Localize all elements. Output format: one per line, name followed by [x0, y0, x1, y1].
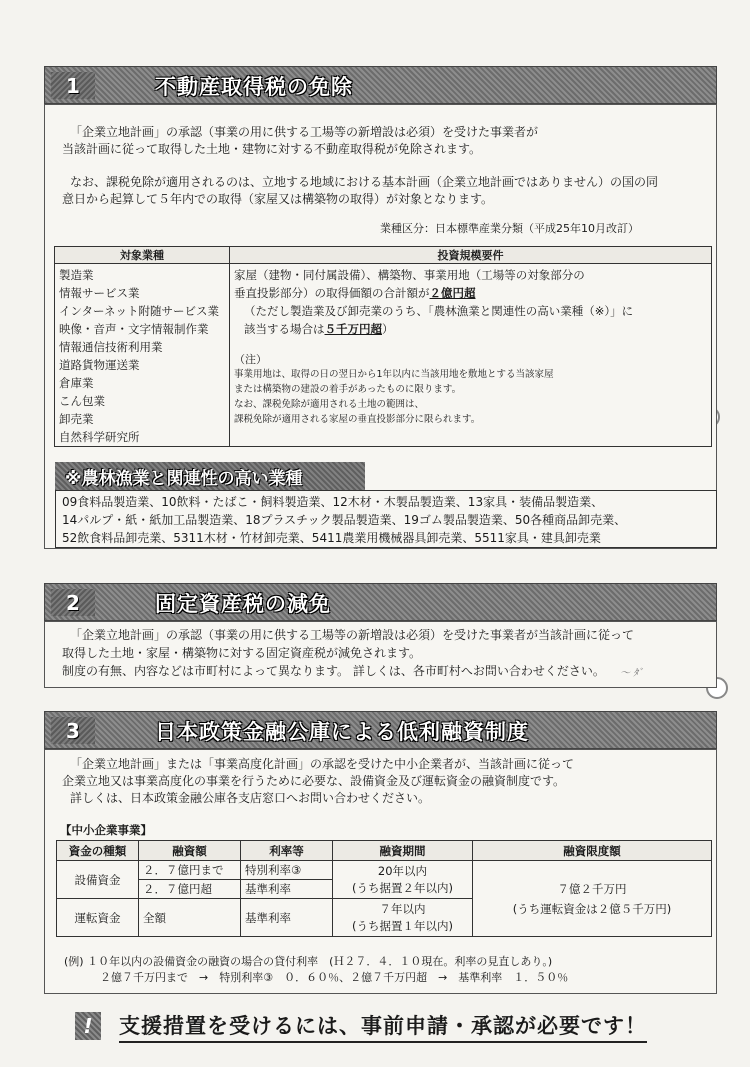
section1-header — [44, 66, 717, 104]
loan-col-amount: 融資額 — [139, 841, 241, 861]
industry-item: 映像・音声・文字情報制作業 — [59, 322, 209, 336]
loan-col-period: 融資期間 — [333, 841, 473, 861]
section2-number: 2 — [51, 589, 95, 616]
loan-limit2: (うち運転資金は２億５千万円) — [512, 901, 672, 916]
setsubi-rate1: 特別利率③ — [241, 861, 333, 880]
setsubi-rate2: 基準利率 — [241, 880, 333, 899]
section3-header — [44, 711, 717, 749]
handwritten-mark: 〜 ﾀﾞ — [620, 668, 644, 679]
unten-period2: (うち据置１年以内) — [352, 918, 453, 933]
note-line: なお、課税免除が適用される土地の範囲は、 — [234, 399, 425, 410]
section3-subhead: 【中小企業事業】 — [60, 823, 152, 837]
section1-para1-line2: 当該計画に従って取得した土地・建物に対する不動産取得税が免除されます。 — [62, 142, 482, 156]
req-line4-close: ） — [382, 322, 394, 336]
industry-item: 情報通信技術利用業 — [59, 340, 163, 354]
note-line: または構築物の建設の着手があったものに限ります。 — [234, 384, 462, 395]
section2-text — [62, 626, 634, 680]
industry-item: 倉庫業 — [59, 376, 94, 390]
section3-text — [62, 756, 574, 807]
section3-line1: 「企業立地計画」または「事業高度化計画」の承認を受けた中小企業者が、当該計画に従って — [70, 757, 575, 771]
note-line: 事業用地は、取得の日の翌日から1年以内に当該用地を敷地とする当該家屋 — [234, 369, 554, 380]
section1-table — [54, 246, 712, 447]
fund-setsubi: 設備資金 — [57, 861, 139, 899]
section2-header — [44, 583, 717, 621]
section1-para1-line1: 「企業立地計画」の承認（事業の用に供する工場等の新増設は必須）を受けた事業者が — [70, 125, 539, 139]
section3-number: 3 — [51, 717, 95, 744]
loan-col-type: 資金の種類 — [57, 841, 139, 861]
nogyo-line2: 14パルプ・紙・紙加工品製造業、18プラスチック製品製造業、19ゴム製品製造業、50各種商品卸売業、 — [62, 513, 627, 527]
loan-col-limit: 融資限度額 — [473, 841, 712, 861]
setsubi-period — [333, 861, 473, 899]
fund-unten: 運転資金 — [57, 899, 139, 937]
loan-table — [56, 840, 712, 937]
col-header-industry: 対象業種 — [55, 247, 230, 264]
section3-line3: 詳しくは、日本政策金融公庫各支店窓口へお問い合わせください。 — [70, 791, 431, 805]
industry-item: 自然科学研究所 — [59, 430, 140, 444]
setsubi-period1: 20年以内 — [377, 863, 428, 878]
section2-title: 固定資産税の減免 — [155, 592, 331, 616]
loan-example — [64, 954, 568, 986]
section3-title: 日本政策金融公庫による低利融資制度 — [155, 720, 529, 744]
section3-line2: 企業立地又は事業高度化の事業を行うために必要な、設備資金及び運転資金の融資制度です。 — [62, 774, 566, 788]
industry-list — [55, 264, 230, 447]
setsubi-period2: (うち据置２年以内) — [352, 880, 453, 895]
req-line4 — [234, 320, 707, 338]
req-line2-text: 垂直投影部分）の取得価額の合計額が — [234, 286, 430, 300]
exclamation-icon: ! — [75, 1012, 101, 1040]
section2-line3: 制度の有無、内容などは市町村によって異なります。 詳しくは、各市町村へお問い合わせください。 — [62, 664, 605, 678]
bottom-callout — [55, 1008, 715, 1048]
unten-rate: 基準利率 — [241, 899, 333, 937]
loan-col-rate: 利率等 — [241, 841, 333, 861]
setsubi-amount2: ２．７億円超 — [139, 880, 241, 899]
unten-period1: ７年以内 — [379, 901, 426, 916]
industry-item: 製造業 — [59, 268, 94, 282]
setsubi-amount1: ２．７億円まで — [139, 861, 241, 880]
industry-item: 卸売業 — [59, 412, 94, 426]
industry-item: こん包業 — [59, 394, 105, 408]
classification-note: 業種区分：日本標準産業分類（平成25年10月改訂） — [380, 222, 639, 235]
req-line4-text: 該当する場合は — [244, 322, 325, 336]
unten-period — [333, 899, 473, 937]
col-header-requirement: 投資規模要件 — [230, 247, 712, 264]
industry-item: インターネット附随サービス業 — [59, 304, 219, 318]
loan-limit1: ７億２千万円 — [557, 881, 627, 896]
requirement-cell — [230, 264, 712, 447]
req-amount-2oku: ２億円超 — [429, 286, 476, 300]
industry-item: 道路貨物運送業 — [59, 358, 140, 372]
section2-line1: 「企業立地計画」の承認（事業の用に供する工場等の新増設は必須）を受けた事業者が当該計画に従って — [70, 628, 635, 642]
note-label: （注） — [234, 353, 267, 366]
section2-line2: 取得した土地・家屋・構築物に対する固定資産税が減免されます。 — [62, 646, 422, 660]
example-line2: ２億７千万円まで → 特別利率③ ０．６０％、２億７千万円超 → 基準利率 １．５０％ — [100, 971, 569, 984]
note-line: 課税免除が適用される家屋の垂直投影部分に限られます。 — [234, 414, 481, 425]
req-line2 — [234, 284, 707, 302]
unten-amount: 全額 — [139, 899, 241, 937]
section1-para2-line1: なお、課税免除が適用されるのは、立地する地域における基本計画（企業立地計画ではありません）の国の同 — [70, 175, 659, 189]
nogyo-list — [55, 490, 717, 548]
bottom-message: 支援措置を受けるには、事前申請・承認が必要です！ — [119, 1010, 647, 1043]
section1-para2 — [62, 174, 658, 208]
section1-title: 不動産取得税の免除 — [155, 75, 353, 99]
req-amount-5000man: ５千万円超 — [324, 322, 382, 336]
section1-para1 — [62, 124, 538, 158]
nogyo-header: ※農林漁業と関連性の高い業種 — [55, 462, 365, 491]
example-line1: (例) １０年以内の設備資金の融資の場合の貸付利率 (Ｈ２７．４．１０現在。利率の見直しあり。) — [64, 955, 553, 968]
req-line1: 家屋（建物・同付属設備）、構築物、事業用地（工場等の対象部分の — [234, 268, 585, 282]
industry-item: 情報サービス業 — [59, 286, 140, 300]
loan-limit — [473, 861, 712, 937]
section1-number: 1 — [51, 72, 95, 99]
section1-para2-line2: 意日から起算して５年内での取得（家屋又は構築物の取得）が対象となります。 — [62, 192, 494, 206]
req-line3: （ただし製造業及び卸売業のうち、「農林漁業と関連性の高い業種（※）」に — [244, 304, 634, 318]
nogyo-line1: 09食料品製造業、10飲料・たばこ・飼料製造業、12木材・木製品製造業、13家具・装備品製造業、 — [62, 495, 604, 509]
nogyo-line3: 52飲食料品卸売業、5311木材・竹材卸売業、5411農業用機械器具卸売業、5511家具・建具卸売業 — [62, 531, 601, 545]
